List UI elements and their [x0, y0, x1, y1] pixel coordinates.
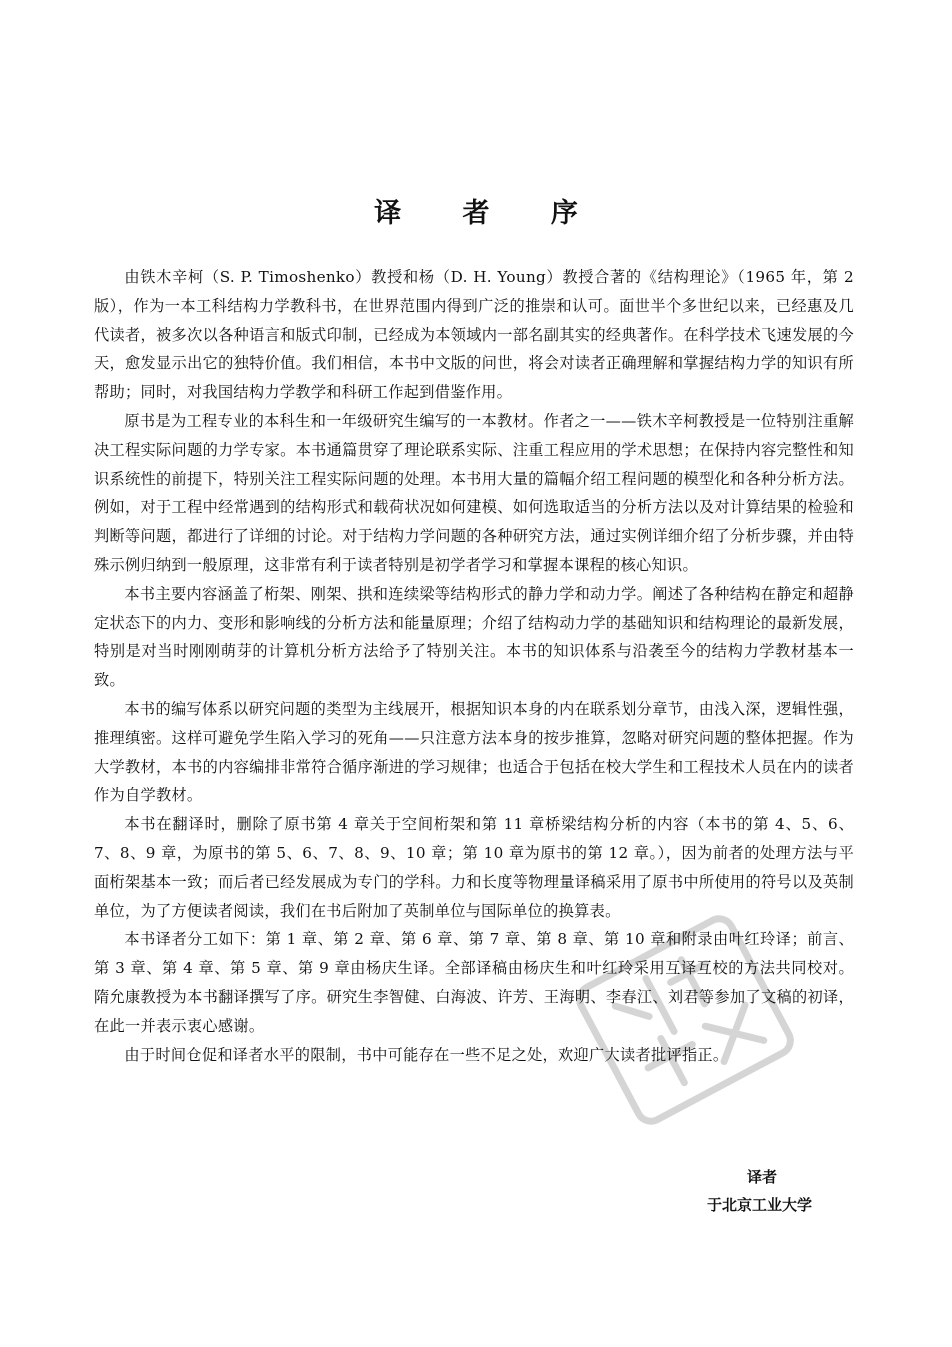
paragraph-5: 本书在翻译时，删除了原书第 4 章关于空间桁架和第 11 章桥梁结构分析的内容（本书的第 4、5、6、7、8、9 章，为原书的第 5、6、7、8、9、10 章；第 10 章为原书的第 12 章。），因为前者的处理方法与平面桁架基本一致；而后者已经发展成为专门的学科。力和长度等物理量译稿采用了原书中所使用的符号以及英制单位，为了方便读者阅读，我们在书后附加了英制单位与国际单位的换算表。 — [94, 815, 854, 920]
paragraph-3: 本书主要内容涵盖了桁架、刚架、拱和连续梁等结构形式的静力学和动力学。阐述了各种结构在静定和超静定状态下的内力、变形和影响线的分析方法和能量原理；介绍了结构动力学的基础知识和结构理论的最新发展，特别是对当时刚刚萌芽的计算机分析方法给予了特别关注。本书的知识体系与沿袭至今的结构力学教材基本一致。 — [94, 584, 854, 690]
paragraph-2: 原书是为工程专业的本科生和一年级研究生编写的一本教材。作者之一——铁木辛柯教授是一位特别注重解决工程实际问题的力学专家。本书通篇贯穿了理论联系实际、注重工程应用的学术思想；在保持内容完整性和知识系统性的前提下，特别关注工程实际问题的处理。本书用大量的篇幅介绍工程问题的模型化和各种分析方法。例如，对于工程中经常遇到的结构形式和载荷状况如何建模、如何选取适当的分析方法以及对计算结果的检验和判断等问题，都进行了详细的讨论。对于结构力学问题的各种研究方法，通过实例详细介绍了分析步骤，并由特殊示例归纳到一般原理，这非常有利于读者特别是初学者学习和掌握本课程的核心知识。 — [94, 411, 854, 574]
paragraph-4: 本书的编写体系以研究问题的类型为主线展开，根据知识本身的内在联系划分章节，由浅入深，逻辑性强，推理缜密。这样可避免学生陷入学习的死角——只注意方法本身的按步推算，忽略对研究问题的整体把握。作为大学教材，本书的内容编排非常符合循序渐进的学习规律；也适合于包括在校大学生和工程技术人员在内的读者作为自学教材。 — [94, 699, 854, 805]
paragraph-1: 由铁木辛柯（S. P. Timoshenko）教授和杨（D. H. Young）教授合著的《结构理论》（1965 年，第 2 版），作为一本工科结构力学教科书，在世界范围内得到广泛的推崇和认可。面世半个多世纪以来，已经惠及几代读者，被多次以各种语言和版式印制，已经成为本领域内一部名副其实的经典著作。在科学技术飞速发展的今天，愈发显示出它的独特价值。我们相信，本书中文版的问世，将会对读者正确理解和掌握结构力学的知识有所帮助；同时，对我国结构力学教学和科研工作起到借鉴作用。 — [94, 268, 854, 402]
paragraph-6: 本书译者分工如下：第 1 章、第 2 章、第 6 章、第 7 章、第 8 章、第 10 章和附录由叶红玲译；前言、第 3 章、第 4 章、第 5 章、第 9 章由杨庆生译。全部译稿由杨庆生和叶红玲采用互译互校的方法共同校对。隋允康教授为本书翻译撰写了序。研究生李智健、白海波、许芳、王海明、李春江、刘君等参加了文稿的初译，在此一并表示衷心感谢。 — [94, 930, 854, 1035]
page-title: 译 者 序 — [374, 198, 604, 230]
paragraph-7: 由于时间仓促和译者水平的限制，书中可能存在一些不足之处，欢迎广大读者批评指正。 — [124, 1045, 729, 1064]
seal-watermark-icon — [560, 905, 810, 1135]
signature-translator: 译者 — [746, 1168, 777, 1186]
signature-place: 于北京工业大学 — [706, 1196, 812, 1214]
